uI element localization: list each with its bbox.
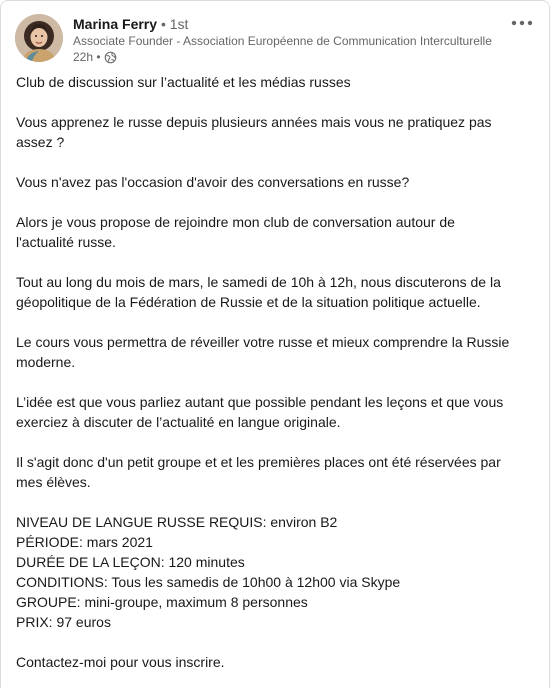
author-block: [73, 15, 505, 65]
detail-group: GROUPE: mini-groupe, maximum 8 personnes: [16, 594, 308, 610]
detail-conditions: CONDITIONS: Tous les samedis de 10h00 à 12h00 via Skype: [16, 574, 401, 590]
post-body: [16, 72, 536, 688]
course-details: [16, 512, 536, 632]
post-paragraph: Vous n'avez pas l'occasion d'avoir des conversations en russe?: [16, 174, 410, 190]
post-header: [1, 1, 549, 67]
post-time: 22h •: [73, 50, 101, 64]
closing-line: Contactez-moi pour vous inscrire.: [16, 654, 225, 670]
author-name-line: [73, 15, 505, 33]
post-paragraph: Alors je vous propose de rejoindre mon club de conversation autour de l'actualité russe.: [16, 214, 455, 250]
detail-language-level: NIVEAU DE LANGUE RUSSE REQUIS: environ B2: [16, 514, 338, 530]
more-options-icon[interactable]: [509, 13, 535, 33]
detail-duration: DURÉE DE LA LEÇON: 120 minutes: [16, 554, 245, 570]
post-paragraph: Le cours vous permettra de réveiller votre russe et mieux comprendre la Russie moderne.: [16, 334, 510, 370]
post-paragraph: Vous apprenez le russe depuis plusieurs années mais vous ne pratiquez pas assez ?: [16, 114, 492, 150]
globe-icon: [104, 51, 117, 64]
detail-price: PRIX: 97 euros: [16, 614, 111, 630]
author-headline: Associate Founder - Association Européenne de Communication Interculturelle: [73, 34, 492, 48]
post-meta: [73, 49, 505, 65]
connection-degree: • 1st: [160, 16, 189, 32]
detail-period: PÉRIODE: mars 2021: [16, 534, 153, 550]
post-paragraph: Tout au long du mois de mars, le samedi de 10h à 12h, nous discuterons de la géopolitique de la Fédération de Russie et de la situation politique actuelle.: [16, 274, 501, 310]
author-name[interactable]: Marina Ferry: [73, 16, 158, 32]
post-paragraph: Il s'agit donc d'un petit groupe et et les premières places ont été réservées par mes élèves.: [16, 454, 501, 490]
post-paragraph: Club de discussion sur l’actualité et les médias russes: [16, 74, 351, 90]
avatar[interactable]: [15, 14, 63, 62]
post-paragraph: L’idée est que vous parliez autant que possible pendant les leçons et que vous exerciez à discuter de l’actualité en langue originale.: [16, 394, 504, 430]
